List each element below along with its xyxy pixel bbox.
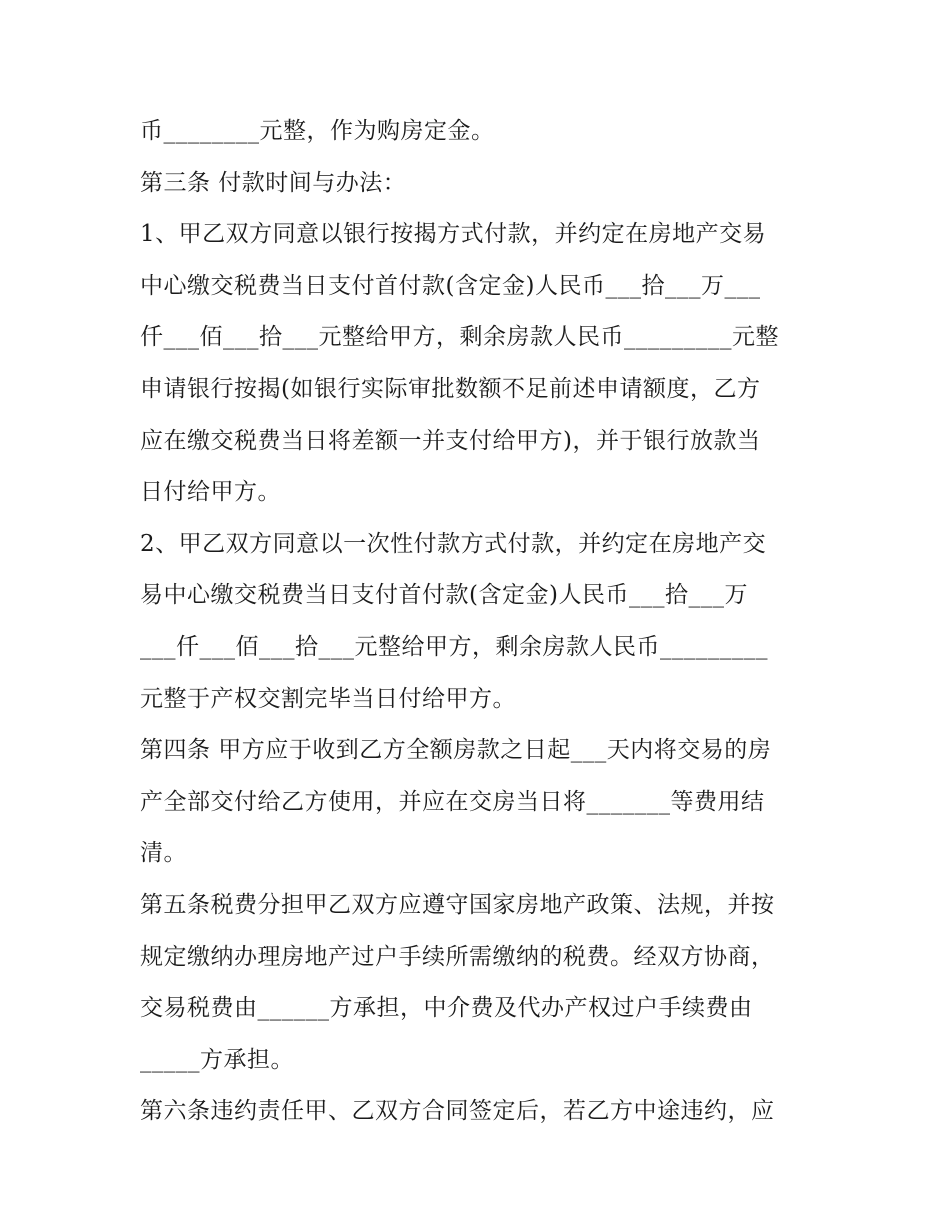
text-line: 清。	[140, 840, 187, 867]
text-line: ___仟___佰___拾___元整给甲方，剩余房款人民币_________	[140, 633, 768, 660]
text-line: 1、甲乙双方同意以银行按揭方式付款，并约定在房地产交易	[140, 221, 767, 248]
text-line: 币________元整，作为购房定金。	[140, 118, 495, 144]
text-line: 中心缴交税费当日支付首付款(含定金)人民币___拾___万___	[140, 272, 761, 299]
text-line: 易中心缴交税费当日支付首付款(含定金)人民币___拾___万	[140, 582, 748, 609]
text-line: 2、甲乙双方同意以一次性付款方式付款，并约定在房地产交	[140, 530, 767, 557]
text-line: 第四条 甲方应于收到乙方全额房款之日起___天内将交易的房	[140, 737, 772, 764]
text-line: 申请银行按揭(如银行实际审批数额不足前述申请额度，乙方	[140, 375, 761, 402]
text-line: 应在缴交税费当日将差额一并支付给甲方)，并于银行放款当	[140, 427, 761, 454]
text-line: 元整于产权交割完毕当日付给甲方。	[140, 685, 516, 712]
text-line: 交易税费由______方承担，中介费及代办产权过户手续费由	[140, 995, 753, 1022]
text-line: 规定缴纳办理房地产过户手续所需缴纳的税费。经双方协商，	[140, 943, 775, 970]
text-line: _____方承担。	[140, 1046, 294, 1073]
text-line: 第五条税费分担甲乙双方应遵守国家房地产政策、法规，并按	[140, 891, 775, 918]
text-line: 仟___佰___拾___元整给甲方，剩余房款人民币_________元整	[140, 324, 779, 351]
text-line: 第六条违约责任甲、乙双方合同签定后，若乙方中途违约，应	[140, 1098, 775, 1125]
text-line: 产全部交付给乙方使用，并应在交房当日将_______等费用结	[140, 788, 765, 815]
text-line: 日付给甲方。	[140, 479, 281, 506]
contract-body-text	[140, 106, 820, 1138]
text-line: 第三条 付款时间与办法：	[140, 169, 407, 196]
